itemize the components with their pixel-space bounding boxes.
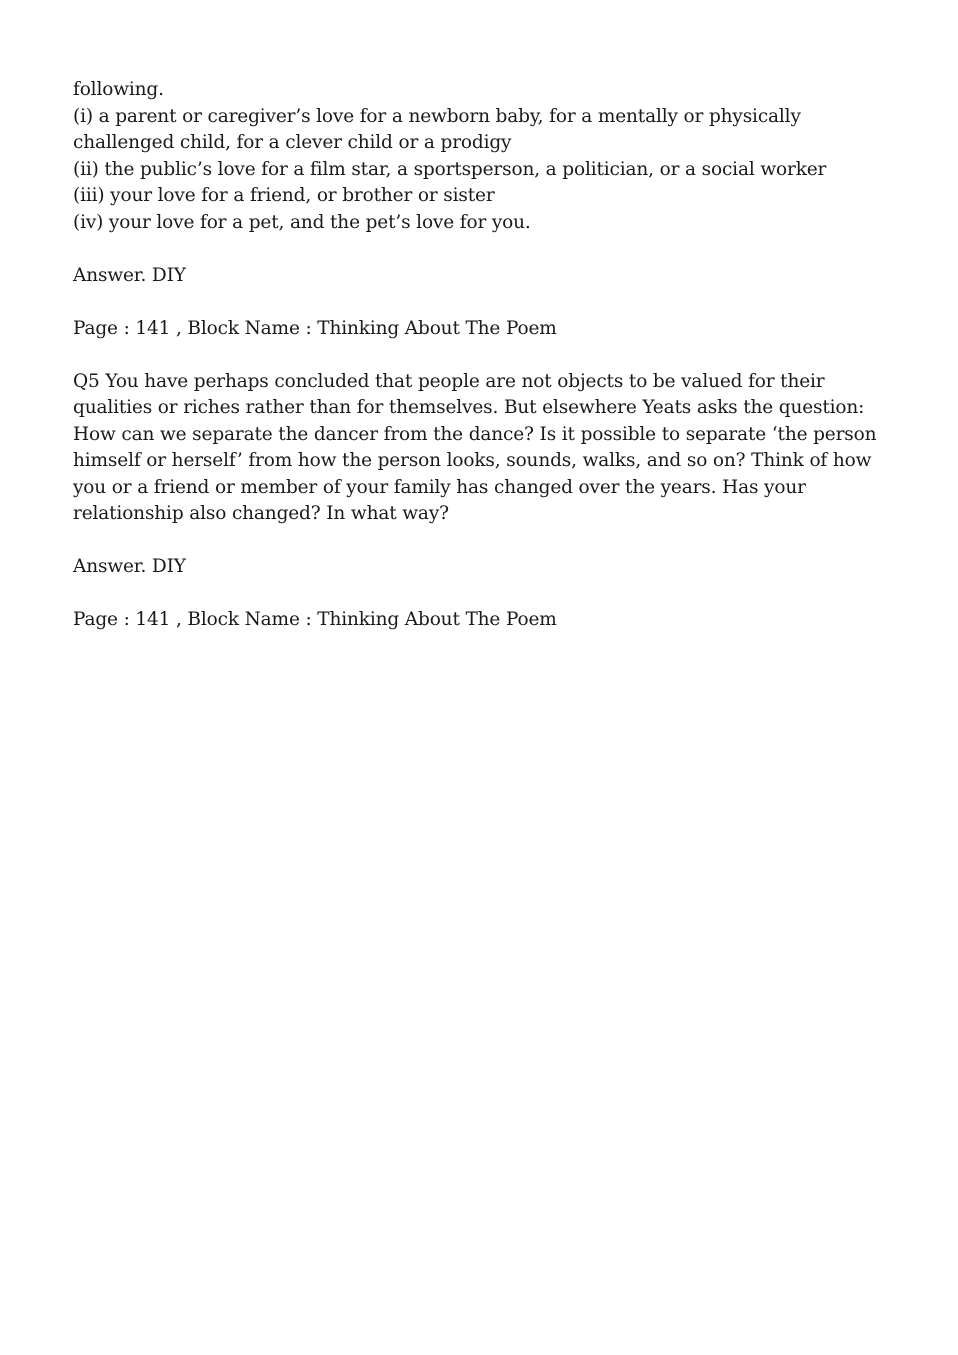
question-continuation: following. xyxy=(73,79,164,100)
option-iii: (iii) your love for a friend, or brother or sister xyxy=(73,185,495,206)
question-q5-text: Q5 You have perhaps concluded that people are not objects to be valued for their qualities or riches rather than for themselves. But elsewhere Yeats asks the question: How can we separate the dancer from the dance? Is it possible to separate ‘the person himself or herself’ from how the person looks, sounds, walks, and so on? Think of how you or a friend or member of your family has changed over the years. Has your relationship also changed? In what way? xyxy=(73,370,877,524)
question-paragraph xyxy=(73,369,893,528)
page-reference-text: Page : 141 , Block Name : Thinking About The Poem xyxy=(73,609,557,630)
page-reference xyxy=(73,607,893,634)
answer-text: Answer. DIY xyxy=(73,556,186,577)
option-ii: (ii) the public’s love for a film star, a sportsperson, a politician, or a social worker xyxy=(73,158,827,180)
option-iv: (iv) your love for a pet, and the pet’s love for you. xyxy=(73,211,531,233)
option-i: (i) a parent or caregiver’s love for a newborn baby, for a mentally or physically challenged child, for a clever child or a prodigy xyxy=(73,105,807,153)
answer-text: Answer. DIY xyxy=(73,264,186,286)
page-reference xyxy=(73,316,893,343)
page-reference-text: Page : 141 , Block Name : Thinking About The Poem xyxy=(73,317,557,339)
question-options-block xyxy=(73,77,893,236)
document-page xyxy=(73,77,893,634)
answer-paragraph xyxy=(73,263,893,290)
answer-paragraph xyxy=(73,554,893,581)
